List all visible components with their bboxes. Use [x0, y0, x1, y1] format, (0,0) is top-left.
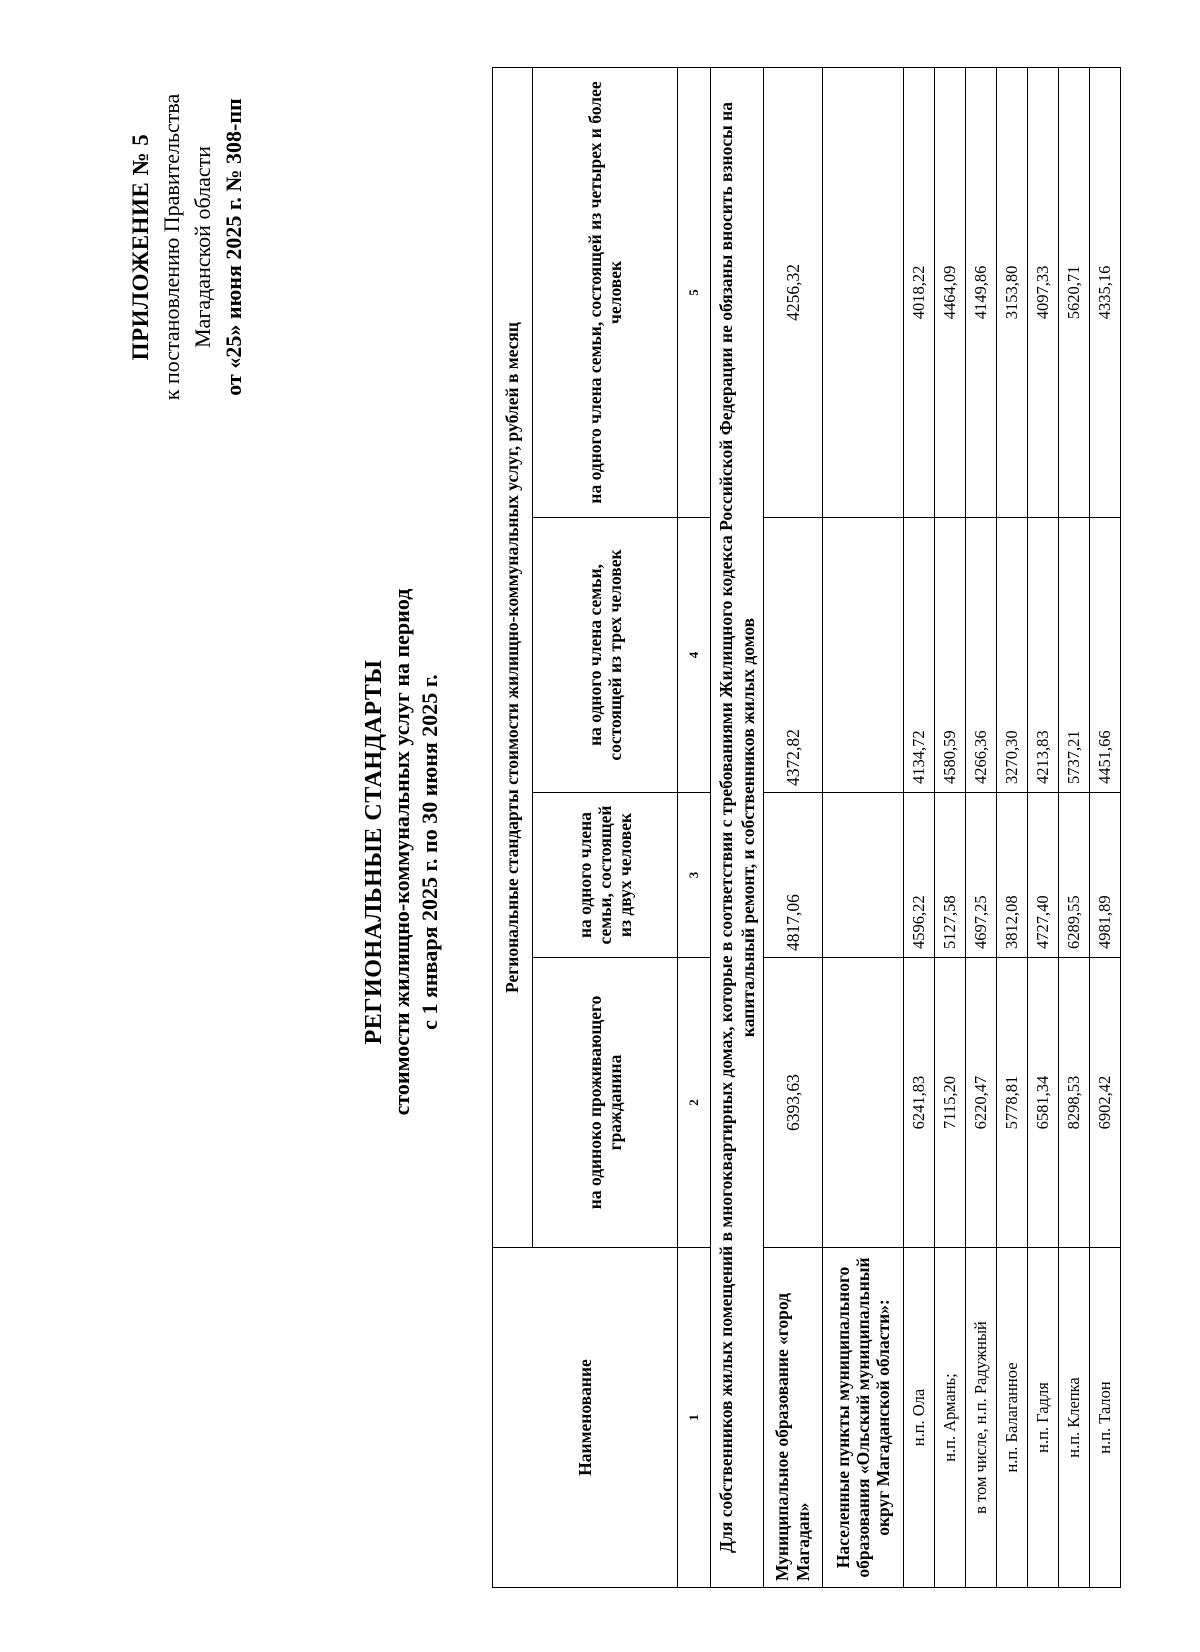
- row-value: 4451,66: [1090, 518, 1121, 793]
- row-value: 4335,16: [1090, 67, 1121, 517]
- row-value: 5127,58: [935, 793, 966, 958]
- row-value: 4580,59: [935, 518, 966, 793]
- row-value: 7115,20: [935, 958, 966, 1248]
- row-value: 4372,82: [764, 518, 823, 793]
- appendix-date: от «25» июня 2025 г. № 308-пп: [221, 98, 246, 396]
- row-name: н.п. Балаганное: [997, 1248, 1028, 1588]
- table-row: [1090, 67, 1121, 1587]
- row-value: 4256,32: [764, 67, 823, 517]
- row-name: н.п. Гадля: [1028, 1248, 1059, 1588]
- row-value: 6241,83: [904, 958, 935, 1248]
- row-name: н.п. Армань;: [935, 1248, 966, 1588]
- appendix-ref: к постановлению Правительства: [159, 93, 184, 401]
- row-value: 5620,71: [1059, 67, 1090, 517]
- header-group: Региональные стандарты стоимости жилищно-коммунальных услуг, рублей в месяц: [493, 67, 533, 1247]
- settlement-rows: [904, 67, 1121, 1587]
- row-value: 8298,53: [1059, 958, 1090, 1248]
- row-value: 4596,22: [904, 793, 935, 958]
- row-name: н.п. Талон: [1090, 1248, 1121, 1588]
- column-number-row: [678, 67, 711, 1587]
- appendix-number: ПРИЛОЖЕНИЕ № 5: [128, 133, 153, 361]
- document-title: [360, 352, 444, 1352]
- title-line-3: с 1 января 2025 г. по 30 июня 2025 г.: [417, 674, 442, 1030]
- row-value: 6220,47: [966, 958, 997, 1248]
- row-name: в том числе, н.п. Радужный: [966, 1248, 997, 1588]
- table-row: [966, 67, 997, 1587]
- row-value: 4097,33: [1028, 67, 1059, 517]
- header-name: Наименование: [493, 1248, 678, 1588]
- table-row: [935, 67, 966, 1587]
- row-value: 4149,86: [966, 67, 997, 517]
- header-col-3: на одного члена семьи, состоящей из двух человек: [533, 793, 678, 958]
- table-row: [904, 67, 935, 1587]
- row-value: 6902,42: [1090, 958, 1121, 1248]
- col-number: 3: [678, 793, 711, 958]
- table-row: [1059, 67, 1090, 1587]
- row-value: 6581,34: [1028, 958, 1059, 1248]
- row-value: 4018,22: [904, 67, 935, 517]
- col-number: 1: [678, 1248, 711, 1588]
- row-value: 4464,09: [935, 67, 966, 517]
- col-number: 5: [678, 67, 711, 517]
- row-value: 6393,63: [764, 958, 823, 1248]
- table-row: [764, 67, 823, 1587]
- row-value: 4266,36: [966, 518, 997, 793]
- row-name: н.п. Ола: [904, 1248, 935, 1588]
- header-col-5: на одного члена семьи, состоящей из четырех и более человек: [533, 67, 678, 517]
- row-value: 3812,08: [997, 793, 1028, 958]
- standards-table: [492, 67, 1121, 1588]
- row-value: 4697,25: [966, 793, 997, 958]
- section-heading: Для собственников жилых помещений в многоквартирных домах, которые в соответствии с требованиями Жилищного кодекса Российской Федерации не обязаны вносить взносы на капитальный ремонт, и собственников жилых домов: [711, 67, 764, 1587]
- row-value: 6289,55: [1059, 793, 1090, 958]
- col-number: 4: [678, 518, 711, 793]
- row-value: 5778,81: [997, 958, 1028, 1248]
- row-value: 5737,21: [1059, 518, 1090, 793]
- row-name: н.п. Клепка: [1059, 1248, 1090, 1588]
- row-value: 4981,89: [1090, 793, 1121, 958]
- table-row: [1028, 67, 1059, 1587]
- row-value: 4817,06: [764, 793, 823, 958]
- appendix-block: [125, 82, 249, 412]
- title-line-1: РЕГИОНАЛЬНЫЕ СТАНДАРТЫ: [361, 659, 387, 1045]
- title-line-2: стоимости жилищно-коммунальных услуг на период: [389, 588, 414, 1116]
- row-value: 4727,40: [1028, 793, 1059, 958]
- table-row: [823, 67, 904, 1587]
- section-row: [711, 67, 764, 1587]
- header-col-2: на одиноко проживающего гражданина: [533, 958, 678, 1248]
- appendix-region: Магаданской области: [190, 146, 215, 348]
- header-col-4: на одного члена семьи, состоящей из трех человек: [533, 518, 678, 793]
- row-value: 3153,80: [997, 67, 1028, 517]
- table-row: [997, 67, 1028, 1587]
- row-name: Населенные пункты муниципального образования «Ольский муниципальный округ Магаданской области»:: [823, 1248, 904, 1588]
- row-value: 4134,72: [904, 518, 935, 793]
- row-name: Муниципальное образование «город Магадан»: [764, 1248, 823, 1588]
- row-value: 4213,83: [1028, 518, 1059, 793]
- col-number: 2: [678, 958, 711, 1248]
- row-value: 3270,30: [997, 518, 1028, 793]
